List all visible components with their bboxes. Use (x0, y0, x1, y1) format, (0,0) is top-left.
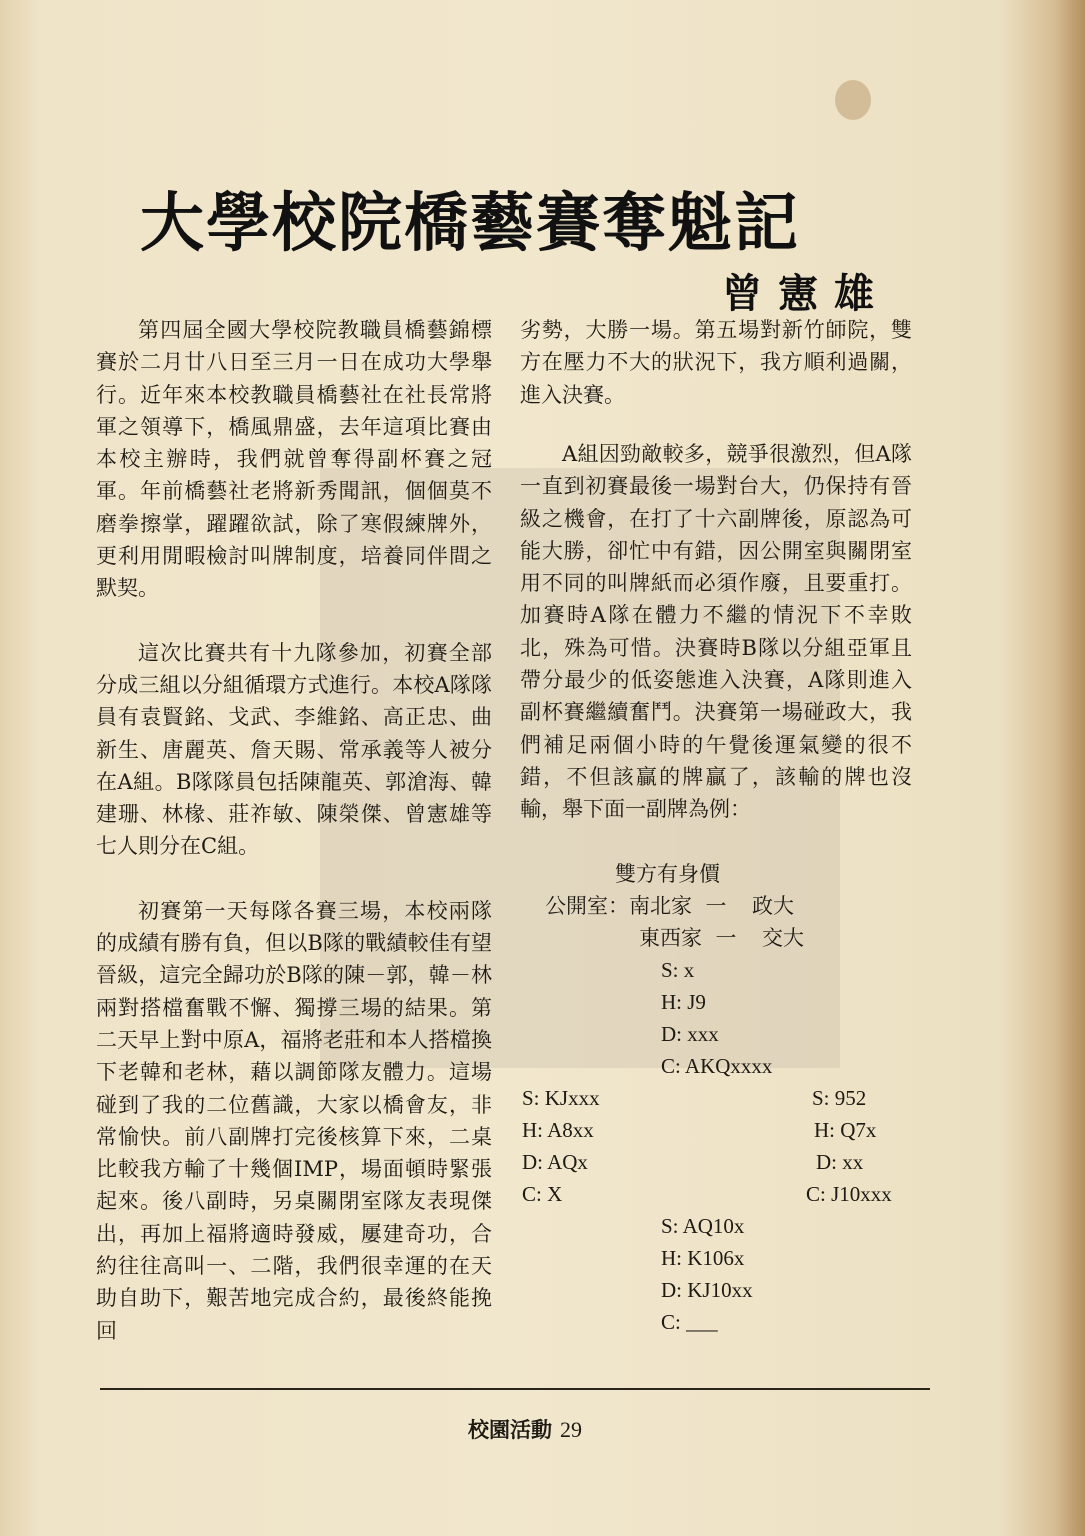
south-clubs: C: ___ (661, 1310, 718, 1334)
north-diamonds: D: xxx (661, 1022, 719, 1046)
open-room-label: 公開室： (545, 894, 629, 918)
paragraph: 初賽第一天每隊各賽三場，本校兩隊的成績有勝有負，但以B隊的戰績較佳有望晉級，這完全歸功於B隊的陳－郭，韓－林兩對搭檔奮戰不懈、獨撐三場的結果。第二天早上對中原A，福將老莊和本人搭檔換下老韓和老林，藉以調節隊友體力。這場碰到了我的二位舊識，大家以橋會友，非常愉快。前八副牌打完後核算下來，二桌比較我方輸了十幾個IMP，場面頓時緊張起來。後八副時，另桌關閉室隊友表現傑出，再加上福將適時發威，屢建奇功，合約往往高叫一、二階，我們很幸運的在天助自助下，艱苦地完成合約，最後終能挽回 (96, 898, 492, 1343)
pair-label: 東西家 (639, 926, 702, 950)
east-clubs: C: J10xxx (806, 1182, 892, 1206)
team-label: 政大 (752, 894, 794, 918)
dash: 一 (705, 894, 727, 918)
east-diamonds: D: xx (816, 1150, 864, 1174)
paragraph: A組因勁敵較多，競爭很激烈，但A隊一直到初賽最後一場對台大，仍保持有晉級之機會，在打了十六副牌後，原認為可能大勝，卻忙中有錯，因公開室與關閉室用不同的叫牌紙而必須作廢，且要重打。加賽時A隊在體力不繼的情況下不幸敗北，殊為可惜。決賽時B隊以分組亞軍且帶分最少的低姿態進入決賽，A隊則進入副杯賽繼續奮鬥。決賽第一場碰政大，我們補足兩個小時的午覺後運氣變的很不錯，不但該贏的牌贏了，該輸的牌也沒輸，舉下面一副牌為例： (520, 442, 912, 822)
seating-row (545, 890, 794, 922)
east-hand (806, 1082, 904, 1210)
article-author: 曾憲雄 (722, 270, 890, 317)
seating-row (639, 922, 804, 954)
dash: 一 (715, 926, 737, 950)
west-spades: S: KJxxx (522, 1086, 600, 1110)
north-clubs: C: AKQxxxx (661, 1054, 773, 1078)
vulnerability-label: 雙方有身價 (615, 862, 720, 886)
west-hearts: H: A8xx (522, 1118, 594, 1142)
paragraph: 這次比賽共有十九隊參加，初賽全部分成三組以分組循環方式進行。本校A隊隊員有袁賢銘、戈武、李維銘、高正忠、曲新生、唐麗英、詹天賜、常承義等人被分在A組。B隊隊員包括陳龍英、郭滄海、韓建珊、林椽、莊祚敏、陳榮傑、曾憲雄等七人則分在C組。 (96, 640, 492, 859)
west-hand (522, 1082, 600, 1210)
paragraph: 劣勢，大勝一場。第五場對新竹師院，雙方在壓力不大的狀況下，我方順利過關，進入決賽。 (520, 318, 912, 407)
south-diamonds: D: KJ10xx (661, 1278, 753, 1302)
west-diamonds: D: AQx (522, 1150, 588, 1174)
paper-stain (835, 80, 871, 120)
page-edge-shadow (1055, 0, 1085, 1536)
east-spades: S: 952 (812, 1086, 867, 1110)
south-hand (661, 1210, 753, 1338)
north-hearts: H: J9 (661, 990, 706, 1014)
left-column (96, 314, 492, 1347)
footer-rule (100, 1388, 930, 1390)
east-hearts: H: Q7x (814, 1118, 877, 1142)
page-footer (468, 1414, 582, 1444)
south-spades: S: AQ10x (661, 1214, 745, 1238)
pair-label: 南北家 (629, 894, 692, 918)
article-title: 大學校院橋藝賽奪魁記 (140, 187, 800, 261)
page-number: 29 (560, 1417, 582, 1442)
north-spades: S: x (661, 958, 695, 982)
right-column-paragraph (520, 438, 912, 826)
paragraph: 第四屆全國大學校院教職員橋藝錦標賽於二月廿八日至三月一日在成功大學舉行。近年來本校教職員橋藝社在社長常將軍之領導下，橋風鼎盛，去年這項比賽由本校主辦時，我們就曾奪得副杯賽之冠軍。年前橋藝社老將新秀聞訊，個個莫不磨拳擦掌，躍躍欲試，除了寒假練牌外，更利用閒暇檢討叫牌制度，培養同伴間之默契。 (96, 318, 492, 601)
right-column-continuation (520, 314, 912, 411)
south-hearts: H: K106x (661, 1246, 745, 1270)
west-clubs: C: X (522, 1182, 563, 1206)
team-label: 交大 (762, 926, 804, 950)
footer-section: 校園活動 (468, 1417, 552, 1442)
north-hand (661, 954, 772, 1082)
